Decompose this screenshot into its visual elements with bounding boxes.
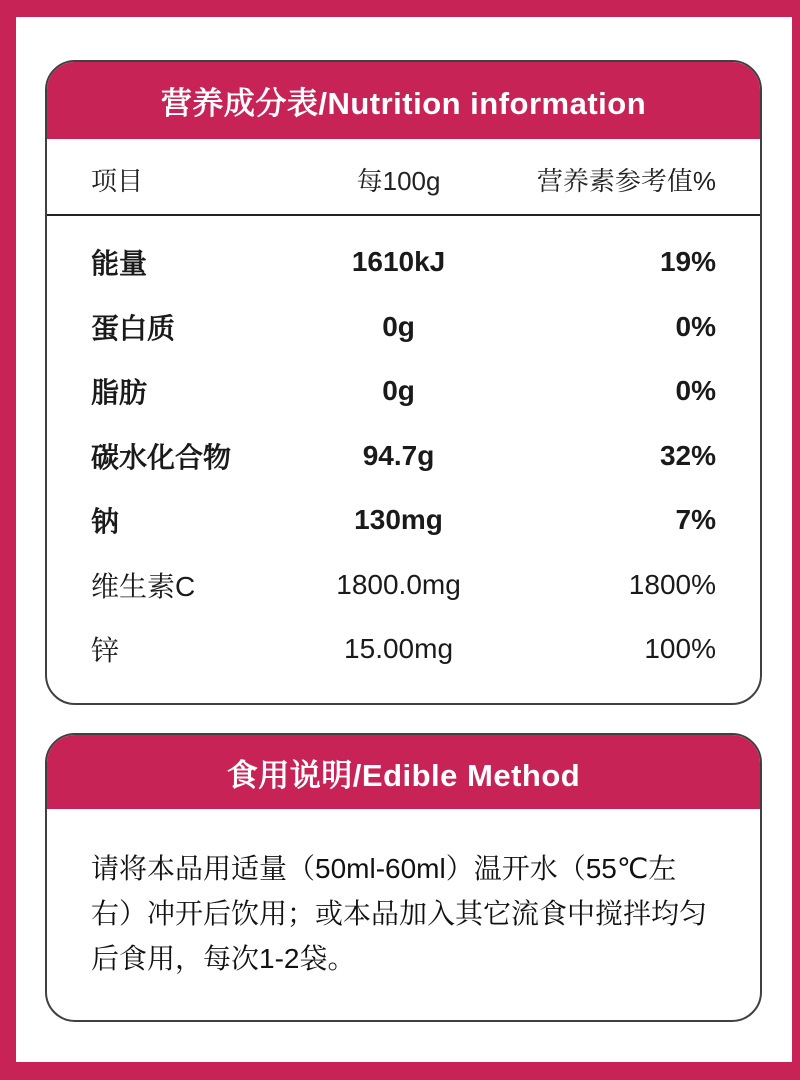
column-header-nrv: 营养素参考值% — [536, 166, 716, 196]
nutrient-amount: 130mg — [354, 504, 443, 536]
nutrient-nrv-percent: 1800% — [628, 568, 716, 600]
nutrition-table-header-row — [47, 139, 760, 214]
nutrient-amount: 15.00mg — [344, 633, 454, 665]
nutrient-amount: 0g — [382, 375, 415, 407]
nutrition-card-header — [47, 62, 760, 139]
nutrient-name: 维生素C — [91, 570, 196, 602]
nutrient-nrv-percent: 0% — [675, 310, 716, 342]
table-row — [91, 359, 716, 424]
table-row — [91, 617, 716, 682]
nutrient-amount: 94.7g — [362, 439, 435, 471]
column-header-per-100g: 每100g — [356, 166, 441, 196]
edible-method-card — [45, 733, 762, 1022]
nutrient-name: 钠 — [91, 506, 120, 538]
table-row — [91, 424, 716, 489]
nutrient-nrv-percent: 19% — [659, 246, 716, 278]
nutrition-table-body — [47, 216, 760, 682]
nutrient-nrv-percent: 0% — [675, 375, 716, 407]
table-row — [91, 488, 716, 553]
nutrient-amount: 1610kJ — [351, 246, 446, 278]
nutrient-name: 脂肪 — [91, 377, 148, 409]
nutrient-nrv-percent: 100% — [644, 633, 716, 665]
nutrient-nrv-percent: 32% — [659, 439, 716, 471]
nutrient-name: 蛋白质 — [91, 312, 176, 344]
edible-method-title: 食用说明/Edible Method — [226, 757, 581, 793]
nutrition-card-title: 营养成分表/Nutrition information — [160, 86, 647, 121]
nutrient-name: 能量 — [91, 248, 148, 280]
nutrient-name: 锌 — [91, 635, 120, 667]
column-header-item: 项目 — [91, 166, 144, 196]
nutrient-nrv-percent: 7% — [675, 504, 716, 536]
nutrient-name: 碳水化合物 — [91, 441, 232, 473]
nutrition-facts-card — [45, 60, 762, 705]
edible-method-header — [47, 735, 760, 809]
table-row — [91, 230, 716, 295]
edible-method-instructions: 请将本品用适量（50ml-60ml）温开水（55℃左右）冲开后饮用；或本品加入其它流食中搅拌均匀后食用，每次1-2袋。 — [91, 853, 708, 974]
table-row — [91, 295, 716, 360]
table-row — [91, 553, 716, 618]
nutrient-amount: 1800.0mg — [336, 568, 461, 600]
nutrient-amount: 0g — [382, 310, 415, 342]
